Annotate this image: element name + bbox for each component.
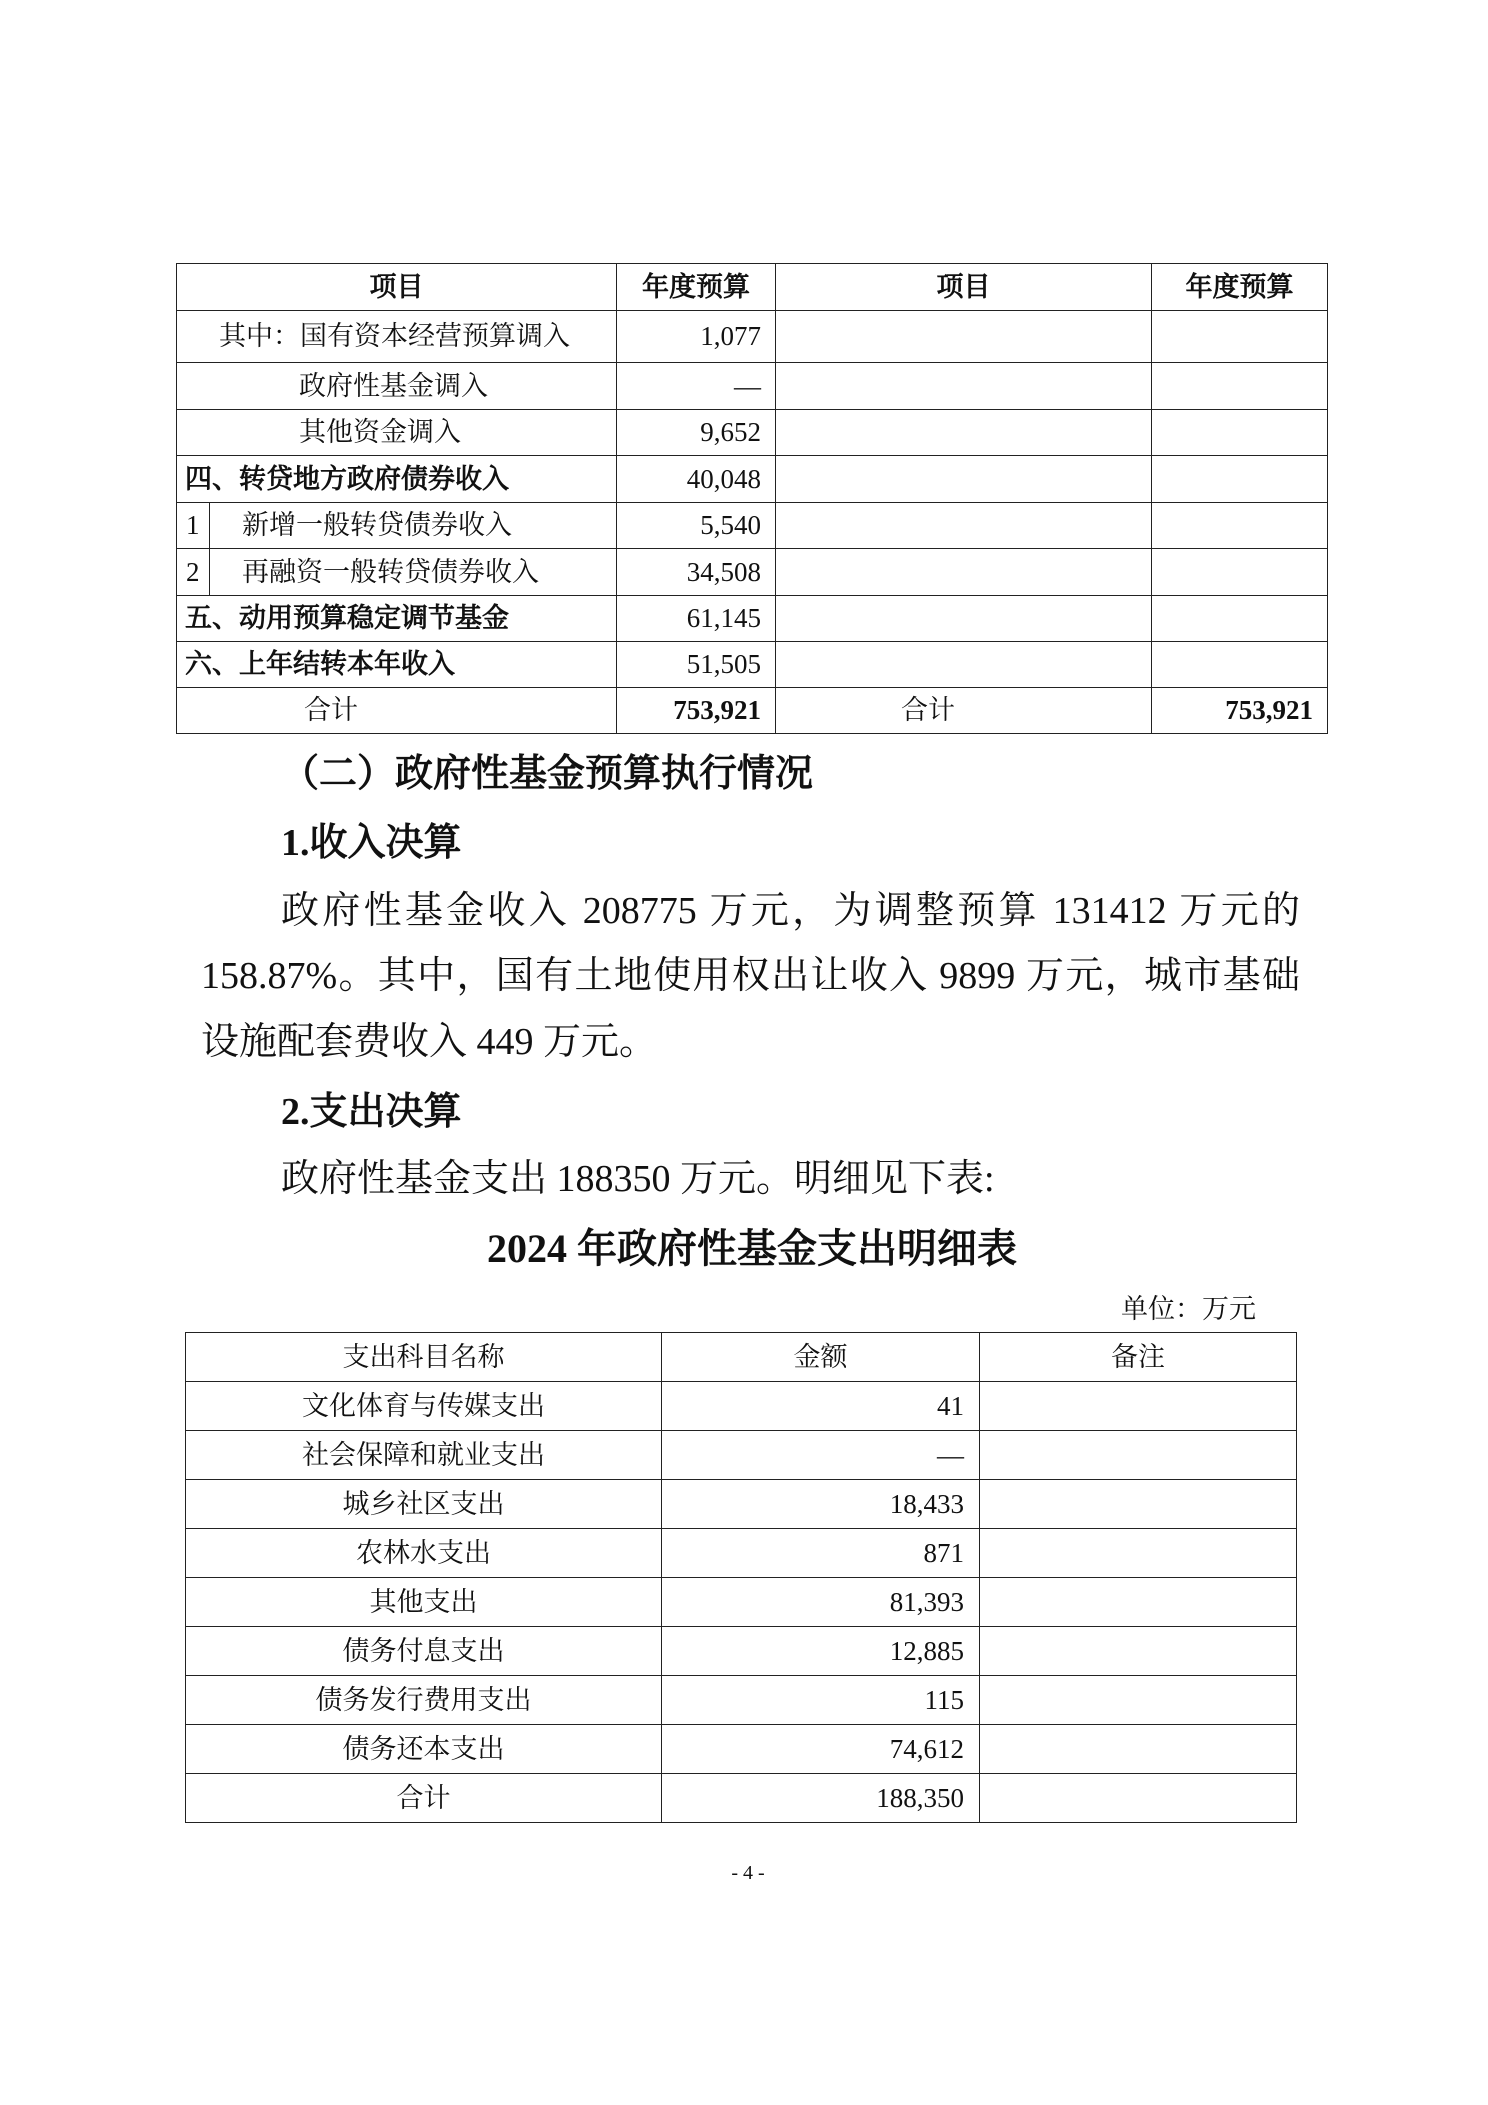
row-note [980,1431,1297,1480]
row-amount: — [662,1431,980,1480]
header-name: 支出科目名称 [186,1333,662,1382]
empty-cell [1152,456,1328,503]
total-row [186,1774,1297,1823]
header-item-left: 项目 [177,264,617,311]
table-header-row [177,264,1328,311]
empty-cell [776,363,1152,410]
row-label: 五、动用预算稳定调节基金 [177,596,617,642]
table-row [177,456,1328,503]
total-label-right: 合计 [776,688,1152,734]
header-amount: 金额 [662,1333,980,1382]
row-value: 61,145 [617,596,776,642]
row-amount: 871 [662,1529,980,1578]
row-value: 34,508 [617,549,776,596]
page-number: - 4 - [731,1862,765,1884]
table-row [186,1529,1297,1578]
row-name: 文化体育与传媒支出 [186,1382,662,1431]
table-row [186,1578,1297,1627]
row-note [980,1627,1297,1676]
row-label: 新增一般转贷债券收入 [210,503,617,549]
expense-paragraph: 政府性基金支出 188350 万元。明细见下表: [281,1158,995,1200]
income-paragraph-line: 政府性基金收入 208775 万元，为调整预算 131412 万元的 [281,890,1300,932]
empty-cell [1152,503,1328,549]
row-name: 债务还本支出 [186,1725,662,1774]
total-row [177,688,1328,734]
table-row [177,596,1328,642]
empty-cell [776,549,1152,596]
row-note [980,1382,1297,1431]
income-paragraph-line: 158.87%。其中，国有土地使用权出让收入 9899 万元，城市基础 [201,955,1300,997]
empty-cell [776,410,1152,456]
unit-label: 单位：万元 [1121,1294,1256,1324]
total-note [980,1774,1297,1823]
empty-cell [776,311,1152,363]
table-row [177,642,1328,688]
row-note [980,1725,1297,1774]
row-label: 六、上年结转本年收入 [177,642,617,688]
total-name: 合计 [186,1774,662,1823]
empty-cell [1152,363,1328,410]
total-value-right: 753,921 [1152,688,1328,734]
table-header-row [186,1333,1297,1382]
table-row [177,363,1328,410]
income-heading: 1.收入决算 [281,822,462,864]
row-amount: 41 [662,1382,980,1431]
row-value: 51,505 [617,642,776,688]
table-row [186,1382,1297,1431]
total-amount: 188,350 [662,1774,980,1823]
expense-heading: 2.支出决算 [281,1091,462,1133]
table-row [186,1480,1297,1529]
row-amount: 74,612 [662,1725,980,1774]
row-label: 再融资一般转贷债券收入 [210,549,617,596]
empty-cell [776,642,1152,688]
empty-cell [1152,549,1328,596]
row-note [980,1529,1297,1578]
row-amount: 12,885 [662,1627,980,1676]
row-name: 债务发行费用支出 [186,1676,662,1725]
budget-table [176,263,1328,734]
total-label-left: 合计 [177,688,617,734]
row-label: 其中：国有资本经营预算调入 [177,311,617,363]
row-label: 四、转贷地方政府债券收入 [177,456,617,503]
table-row [186,1676,1297,1725]
income-paragraph-line: 设施配套费收入 449 万元。 [201,1021,658,1063]
row-label: 政府性基金调入 [177,363,617,410]
empty-cell [1152,410,1328,456]
header-budget-left: 年度预算 [617,264,776,311]
row-amount: 18,433 [662,1480,980,1529]
header-budget-right: 年度预算 [1152,264,1328,311]
header-note: 备注 [980,1333,1297,1382]
empty-cell [1152,642,1328,688]
table-row [186,1725,1297,1774]
row-value: 40,048 [617,456,776,503]
header-item-right: 项目 [776,264,1152,311]
table-row [186,1431,1297,1480]
empty-cell [776,456,1152,503]
row-value: — [617,363,776,410]
row-name: 农林水支出 [186,1529,662,1578]
table-row [186,1627,1297,1676]
row-value: 9,652 [617,410,776,456]
row-note [980,1676,1297,1725]
row-value: 5,540 [617,503,776,549]
row-name: 社会保障和就业支出 [186,1431,662,1480]
row-name: 城乡社区支出 [186,1480,662,1529]
table-row [177,311,1328,363]
row-number: 2 [177,549,210,596]
empty-cell [776,503,1152,549]
table-row [177,503,1328,549]
row-value: 1,077 [617,311,776,363]
table-row [177,410,1328,456]
empty-cell [1152,311,1328,363]
row-amount: 115 [662,1676,980,1725]
row-note [980,1578,1297,1627]
row-name: 债务付息支出 [186,1627,662,1676]
section-heading: （二）政府性基金预算执行情况 [281,753,814,795]
row-note [980,1480,1297,1529]
empty-cell [1152,596,1328,642]
expense-table [185,1332,1297,1823]
table-row [177,549,1328,596]
row-name: 其他支出 [186,1578,662,1627]
row-amount: 81,393 [662,1578,980,1627]
empty-cell [776,596,1152,642]
row-label: 其他资金调入 [177,410,617,456]
row-number: 1 [177,503,210,549]
total-value-left: 753,921 [617,688,776,734]
expense-table-title: 2024 年政府性基金支出明细表 [487,1226,1017,1271]
